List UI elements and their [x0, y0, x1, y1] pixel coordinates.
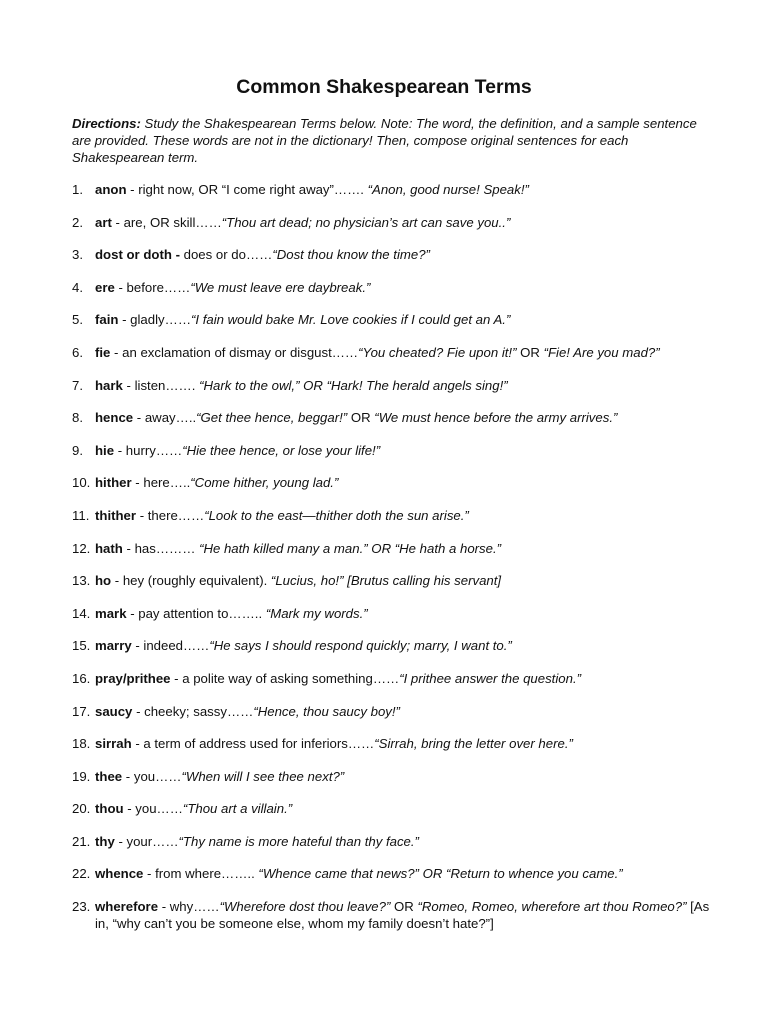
term-definition: - gladly…… — [118, 312, 192, 328]
term-item — [72, 246, 712, 279]
term-word: fie — [95, 344, 111, 360]
term-word: thy — [95, 833, 115, 849]
term-definition: - your…… — [114, 833, 179, 849]
term-definition: - you…… — [123, 801, 183, 817]
term-word: thou — [95, 801, 124, 817]
term-number: 20. — [72, 801, 91, 817]
term-item — [72, 377, 712, 410]
term-number: 18. — [72, 736, 91, 752]
term-example-alt: “Romeo, Romeo, wherefore art thou Romeo?” — [417, 899, 687, 915]
term-example: “Whence came that news?” OR “Return to whence you came.” — [258, 866, 623, 882]
term-definition: - right now, OR “I come right away”……. — [126, 182, 368, 197]
term-word: hie — [95, 442, 115, 458]
term-number: 4. — [72, 279, 83, 295]
term-item — [72, 735, 712, 768]
term-word: fain — [95, 312, 119, 328]
term-word: ere — [95, 279, 115, 295]
term-note: [As in, “why can’t you be someone else, whom my family doesn’t hate?”] — [95, 899, 710, 932]
term-example: “He says I should respond quickly; marry, I want to.” — [209, 638, 512, 654]
term-definition: - hurry…… — [114, 442, 183, 458]
term-definition: - pay attention to…….. — [126, 605, 266, 621]
term-item — [72, 214, 712, 247]
term-example: “I fain would bake Mr. Love cookies if I could get an A.” — [191, 312, 511, 328]
term-number: 3. — [72, 247, 83, 263]
term-number: 15. — [72, 638, 91, 654]
term-number: 23. — [72, 899, 91, 915]
term-word: hath — [95, 540, 123, 556]
term-item — [72, 637, 712, 670]
term-definition: - are, OR skill…… — [111, 214, 222, 230]
term-item — [72, 181, 712, 214]
term-example: “You cheated? Fie upon it!” — [358, 344, 517, 360]
term-word: ho — [95, 573, 112, 589]
term-example: “We must leave ere daybreak.” — [190, 279, 371, 295]
term-example: “Get thee hence, beggar!” — [196, 410, 348, 426]
term-example: “I prithee answer the question.” — [399, 670, 581, 686]
term-word: pray/prithee — [95, 670, 171, 686]
term-connector: OR — [516, 344, 544, 360]
term-word: art — [95, 214, 112, 230]
term-example: “Come hither, young lad.” — [190, 475, 339, 491]
term-number: 16. — [72, 670, 91, 686]
term-definition: - before…… — [114, 279, 191, 295]
term-example-alt: “Fie! Are you mad?” — [543, 344, 660, 360]
term-example-alt: “We must hence before the army arrives.” — [374, 410, 618, 426]
term-word: saucy — [95, 703, 133, 719]
term-example: “Thou art a villain.” — [182, 801, 293, 817]
page-title: Common Shakespearean Terms — [236, 76, 532, 98]
term-definition: - cheeky; sassy…… — [132, 703, 254, 719]
term-number: 10. — [72, 475, 91, 491]
term-item — [72, 540, 712, 573]
term-item — [72, 800, 712, 833]
term-word: hither — [95, 475, 132, 491]
term-item — [72, 605, 712, 638]
term-example: “Dost thou know the time?” — [272, 247, 430, 263]
directions-text: Study the Shakespearean Terms below. Note: The word, the definition, and a sample sentence are provided. These words are not in the dictionary! Then, compose original sentences for each Shakespearean term. — [72, 116, 697, 165]
term-example: “Thou art dead; no physician’s art can save you..” — [221, 214, 511, 230]
term-definition: - you…… — [122, 768, 182, 784]
term-example: “He hath killed many a man.” OR “He hath a horse.” — [199, 540, 502, 556]
term-definition: - from where…….. — [143, 866, 259, 882]
term-word: dost or doth - — [95, 247, 180, 263]
term-connector: OR — [390, 899, 418, 915]
term-number: 14. — [72, 605, 91, 621]
term-item — [72, 703, 712, 736]
term-item — [72, 768, 712, 801]
term-example: “When will I see thee next?” — [181, 768, 345, 784]
term-number: 11. — [72, 507, 90, 523]
term-number: 8. — [72, 410, 83, 426]
term-number: 5. — [72, 312, 83, 328]
term-number: 19. — [72, 768, 91, 784]
directions-lead: Directions: — [72, 116, 141, 131]
term-example: “Anon, good nurse! Speak!” — [367, 182, 529, 197]
term-word: thee — [95, 768, 123, 784]
term-item — [72, 344, 712, 377]
term-example: “Sirrah, bring the letter over here.” — [374, 736, 573, 752]
term-definition: - an exclamation of dismay or disgust…… — [110, 344, 359, 360]
term-definition: - has……… — [122, 540, 200, 556]
term-word: thither — [95, 507, 137, 523]
term-definition: - listen……. — [122, 377, 200, 393]
term-number: 22. — [72, 866, 91, 882]
term-definition: - indeed…… — [131, 638, 210, 654]
term-number: 6. — [72, 344, 83, 360]
term-word: marry — [95, 638, 132, 654]
term-number: 12. — [72, 540, 91, 556]
term-example: “Hark to the owl,” OR “Hark! The herald angels sing!” — [199, 377, 508, 393]
term-item — [72, 507, 712, 540]
term-item — [72, 898, 712, 938]
term-word: anon — [95, 182, 127, 197]
term-connector: OR — [347, 410, 375, 426]
term-number: 17. — [72, 703, 91, 719]
term-item — [72, 279, 712, 312]
term-item — [72, 311, 712, 344]
term-word: whence — [95, 866, 144, 882]
term-item — [72, 442, 712, 475]
term-number: 9. — [72, 442, 83, 458]
term-number: 1. — [72, 182, 83, 197]
term-example: “Mark my words.” — [265, 605, 368, 621]
term-word: mark — [95, 605, 127, 621]
term-number: 13. — [72, 573, 91, 589]
term-item — [72, 474, 712, 507]
term-word: hence — [95, 410, 134, 426]
term-item — [72, 572, 712, 605]
term-definition: - away….. — [133, 410, 197, 426]
term-definition: does or do…… — [179, 247, 273, 263]
term-example: “Wherefore dost thou leave?” — [219, 899, 391, 915]
term-item — [72, 670, 712, 703]
term-example: “Look to the east—thither doth the sun arise.” — [204, 507, 469, 523]
term-example: “Thy name is more hateful than thy face.” — [178, 833, 419, 849]
term-example: “Lucius, ho!” [Brutus calling his servant] — [270, 573, 502, 589]
term-definition: - hey (roughly equivalent). — [111, 573, 271, 589]
term-number: 21. — [72, 833, 91, 849]
term-item — [72, 865, 712, 898]
term-number: 7. — [72, 377, 83, 393]
term-definition: - why…… — [158, 899, 220, 915]
term-number: 2. — [72, 214, 83, 230]
term-example: “Hie thee hence, or lose your life!” — [182, 442, 381, 458]
terms-list — [72, 181, 712, 938]
term-definition: - a polite way of asking something…… — [170, 670, 400, 686]
term-example: “Hence, thou saucy boy!” — [253, 703, 400, 719]
term-item — [72, 833, 712, 866]
term-word: wherefore — [95, 899, 159, 915]
term-definition: - there…… — [136, 507, 205, 523]
term-word: hark — [95, 377, 123, 393]
term-word: sirrah — [95, 736, 132, 752]
term-definition: - a term of address used for inferiors…… — [131, 736, 375, 752]
directions-paragraph — [72, 115, 702, 166]
term-item — [72, 409, 712, 442]
term-definition: - here….. — [131, 475, 191, 491]
